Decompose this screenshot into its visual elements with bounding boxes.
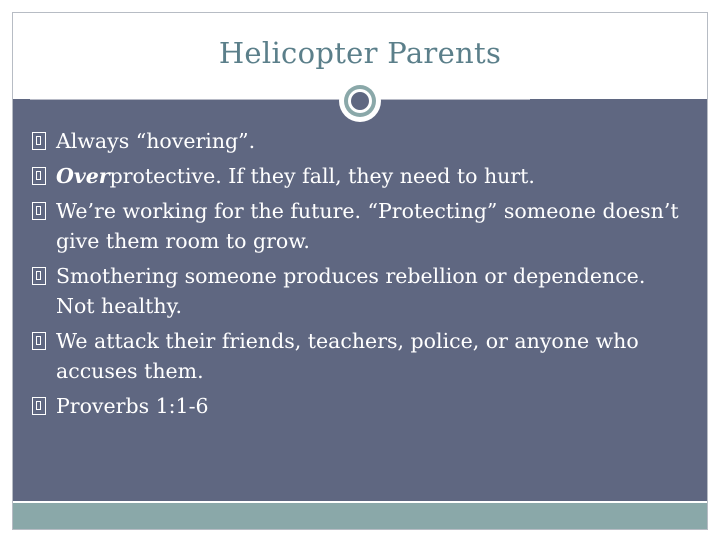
square-bullet-icon — [32, 332, 46, 350]
bullet-text: Always “hovering”. — [56, 129, 256, 153]
bullet-text: We’re working for the future. “Protecting” someone doesn’t give them room to grow. — [56, 199, 679, 253]
bullet-text: Smothering someone produces rebellion or dependence. Not healthy. — [56, 264, 646, 318]
bullet-item — [32, 261, 682, 321]
square-bullet-icon — [32, 167, 46, 185]
bullet-text: Proverbs 1:1-6 — [56, 394, 209, 418]
ring-icon-inner-band — [348, 89, 372, 113]
square-bullet-icon — [32, 202, 46, 220]
bullet-text: protective. If they fall, they need to hurt. — [109, 164, 535, 188]
bullet-item — [32, 326, 682, 386]
ring-icon-outer-band — [344, 85, 376, 117]
square-bullet-icon — [32, 132, 46, 150]
bullet-item — [32, 196, 682, 256]
title-divider — [30, 99, 530, 100]
bullet-item — [32, 161, 682, 191]
ring-icon — [339, 80, 381, 122]
slide-title: Helicopter Parents — [218, 36, 502, 70]
square-bullet-icon — [32, 267, 46, 285]
footer-bar — [13, 503, 707, 529]
square-bullet-icon — [32, 397, 46, 415]
bullet-emphasis: Over — [56, 164, 110, 188]
bullet-text: We attack their friends, teachers, police, or anyone who accuses them. — [56, 329, 639, 383]
bullet-list — [32, 126, 682, 426]
bullet-item — [32, 391, 682, 421]
bullet-item — [32, 126, 682, 156]
ring-icon-center — [351, 92, 369, 110]
